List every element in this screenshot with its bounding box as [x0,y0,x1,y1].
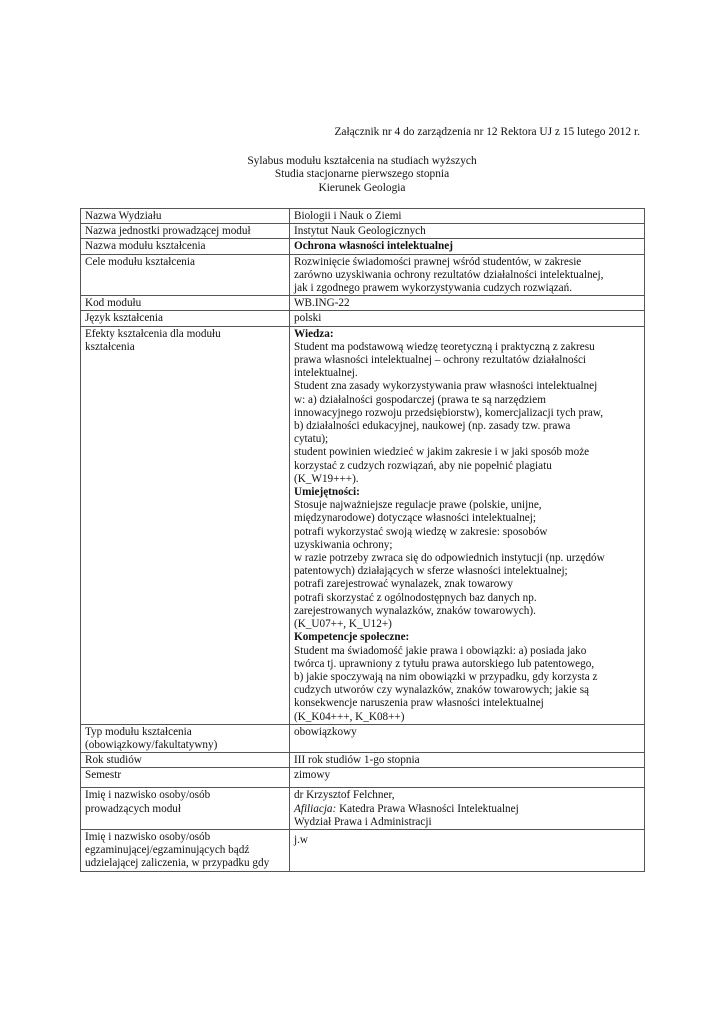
table-row [81,326,645,724]
table-row [81,254,645,296]
social-competences-title: Kompetencje społeczne: [294,631,410,644]
row-label-semester: Semestr [81,768,290,788]
heading-line-2: Studia stacjonarne pierwszego stopnia [274,168,450,181]
row-value-module-type: obowiązkowy [290,724,645,752]
row-label-learning-outcomes: Efekty kształcenia dla modułu kształcenia [81,326,290,724]
row-label-module-name: Nazwa modułu kształcenia [81,239,290,254]
table-row [81,239,645,254]
table-row [81,768,645,788]
table-row [81,209,645,224]
row-label-examiners: Imię i nazwisko osoby/osób egzaminującej/egzaminujących bądź udzielającej zaliczenia, w przypadku gdy [81,829,290,871]
row-label-module-code: Kod modułu [81,296,290,311]
row-value-unit: Instytut Nauk Geologicznych [290,224,645,239]
table-row [81,296,645,311]
instructor-faculty: Wydział Prawa i Administracji [294,815,432,828]
heading-line-3: Kierunek Geologia [318,181,406,194]
row-value-faculty: Biologii i Nauk o Ziemi [290,209,645,224]
row-value-study-year: III rok studiów 1-go stopnia [290,753,645,768]
row-label-study-year: Rok studiów [81,753,290,768]
row-label-unit: Nazwa jednostki prowadzącej moduł [81,224,290,239]
row-value-examiners: j.w [290,829,645,871]
table-row [81,724,645,752]
row-label-faculty: Nazwa Wydziału [81,209,290,224]
instructor-name: dr Krzysztof Felchner, [294,789,395,802]
row-value-module-code: WB.ING-22 [290,296,645,311]
row-value-learning-outcomes: Wiedza: Student ma podstawową wiedzę teoretyczną i praktyczną z zakresu prawa własności intelektualnej – ochrony rezultatów działalności intelektualnej. Student zna zasady wykorzystywania praw własności intelektualnej w: a) działalności gospodarczej (prawa te są narzędziem innowacyjnego rozwoju przedsiębiorstw), komercjalizacji tych praw, b) działalności edukacyjnej, naukowej (np. zasady tzw. prawa cytatu); student powinien wiedzieć w jakim zakresie i w jaki sposób może korzystać z cudzych rozwiązań, aby nie popełnić plagiatu (K_W19+++). Umiejętności: Stosuje najważniejsze regulacje prawe (polskie, unijne, międzynarodowe) dotyczące własności intelektualnej; potrafi wykorzystać swoją wiedzę w zakresie: sposobów uzyskiwania ochrony; w razie potrzeby zwraca się do odpowiednich instytucji (np. urzędów patentowych) działających w sferze własności intelektualnej; potrafi zarejestrować wynalazek, znak towarowy potrafi skorzystać z ogólnodostępnych baz danych np. zarejestrowanych wynalazków, znaków towarowych). (K_U07++, K_U12+) Kompetencje społeczne: Student ma świadomość jakie prawa i obowiązki: a) posiada jako twórca tj. uprawniony z tytułu prawa autorskiego lub patentowego, b) jakie spoczywają na nim obowiązki w przypadku, gdy korzysta z cudzych utworów czy wynalazków, znaków towarowych; jakie są konsekwencje naruszenia praw własności intelektualnej (K_K04+++, K_K08++) [290,326,645,724]
table-row [81,224,645,239]
row-value-goals [290,254,645,296]
row-label-module-type: Typ modułu kształcenia (obowiązkowy/fakultatywny) [81,724,290,752]
table-row [81,829,645,871]
heading-line-1: Sylabus modułu kształcenia na studiach wyższych [247,155,477,167]
goals-line: zarówno uzyskiwania ochrony rezultatów działalności intelektualnej, [294,268,604,281]
table-row [81,753,645,768]
row-label-goals: Cele modułu kształcenia [81,254,290,296]
affiliation-label: Afiliacja: [294,802,337,815]
goals-line: jak i zgodnego prawem wykorzystywania cudzych rozwiązań. [294,282,573,295]
row-value-semester: zimowy [290,768,645,788]
skills-title: Umiejętności: [294,486,360,499]
attachment-note: Załącznik nr 4 do zarządzenia nr 12 Rektora UJ z 15 lutego 2012 r. [334,126,640,138]
table-row [81,788,645,830]
table-row [81,311,645,326]
row-value-instructors [290,788,645,830]
affiliation-value: Katedra Prawa Własności Intelektualnej [336,802,519,815]
syllabus-heading [160,155,564,195]
row-label-language: Język kształcenia [81,311,290,326]
syllabus-table [80,208,645,872]
row-label-instructors: Imię i nazwisko osoby/osób prowadzących moduł [81,788,290,830]
row-value-language: polski [290,311,645,326]
goals-line: Rozwinięcie świadomości prawnej wśród studentów, w zakresie [294,255,582,268]
knowledge-title: Wiedza: [294,327,334,340]
row-value-module-name: Ochrona własności intelektualnej [290,239,645,254]
